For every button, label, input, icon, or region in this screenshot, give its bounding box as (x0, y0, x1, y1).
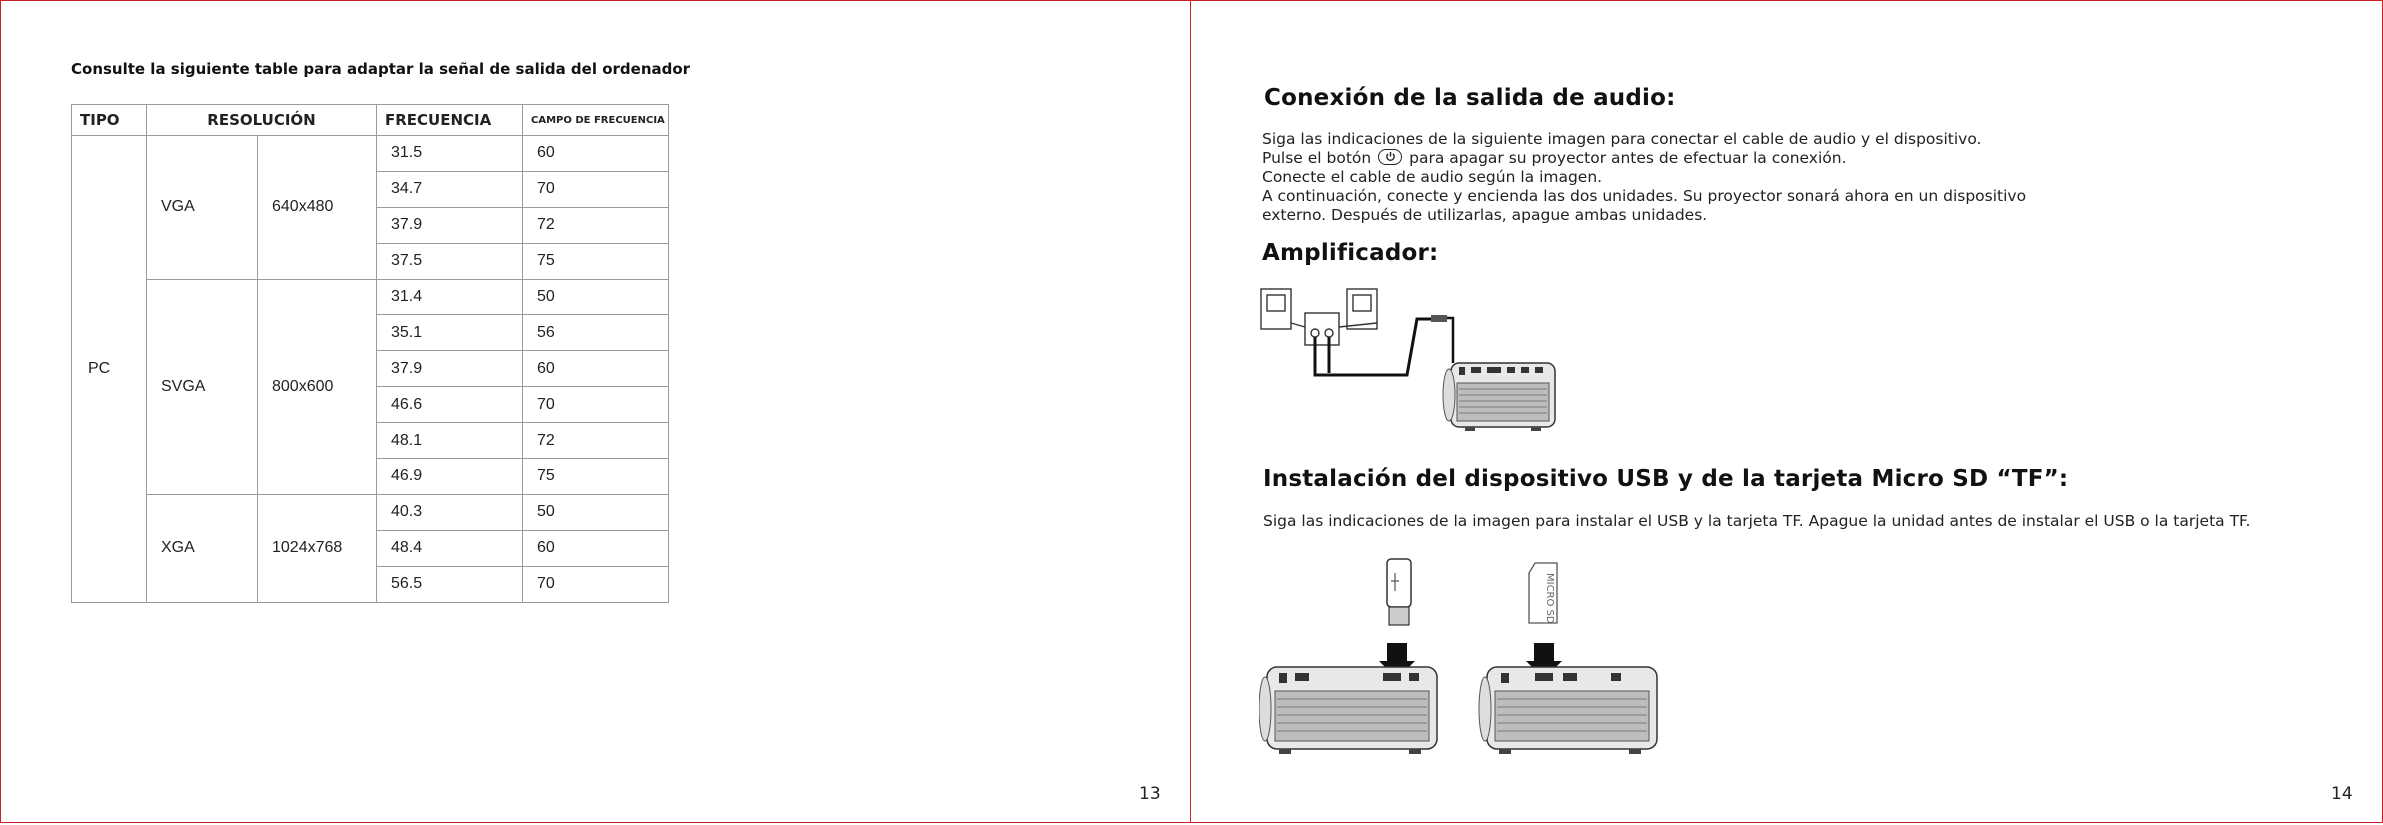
audio-line-2-start: Pulse el botón (1262, 149, 1372, 167)
audio-line-2-end: para apagar su proyector antes de efectuar la conexión. (1409, 149, 1847, 167)
frequency-table (71, 104, 669, 603)
amplifier-title: Amplificador: (1262, 240, 1439, 266)
cell-campo: 70 (523, 387, 669, 423)
table-row (72, 494, 669, 530)
audio-line-3: Conecte el cable de audio según la imagen. (1262, 168, 1603, 186)
cell-mode: SVGA (147, 279, 258, 494)
cell-frequency: 46.9 (377, 459, 523, 495)
cell-campo: 75 (523, 243, 669, 279)
header-frecuencia: FRECUENCIA (377, 105, 523, 136)
right-page (1190, 0, 2383, 823)
cell-campo: 75 (523, 459, 669, 495)
cell-campo: 60 (523, 136, 669, 172)
cell-frequency: 40.3 (377, 494, 523, 530)
audio-line-2 (1262, 149, 2026, 168)
cell-mode: VGA (147, 136, 258, 280)
audio-line-5: externo. Después de utilizarlas, apague ambas unidades. (1262, 206, 1708, 224)
header-tipo: TIPO (72, 105, 147, 136)
cell-frequency: 46.6 (377, 387, 523, 423)
cell-tipo: PC (72, 136, 147, 603)
cell-frequency: 37.9 (377, 351, 523, 387)
left-page (0, 0, 1191, 823)
cell-mode: XGA (147, 494, 258, 602)
audio-line-4: A continuación, conecte y encienda las dos unidades. Su proyector sonará ahora en un dispositivo (1262, 187, 2027, 205)
table-row (72, 136, 669, 172)
header-resolucion: RESOLUCIÓN (147, 105, 377, 136)
cell-campo: 56 (523, 315, 669, 351)
audio-instructions (1262, 130, 2026, 225)
micro-sd-label: MICRO SD (1544, 573, 1555, 624)
cell-frequency: 35.1 (377, 315, 523, 351)
micro-sd-card-icon (1529, 563, 1557, 624)
cell-frequency: 31.5 (377, 136, 523, 172)
audio-line-1: Siga las indicaciones de la siguiente imagen para conectar el cable de audio y el dispositivo. (1262, 130, 1982, 148)
usb-instructions: Siga las indicaciones de la imagen para instalar el USB y la tarjeta TF. Apague la unidad antes de instalar el USB o la tarjeta TF. (1263, 512, 2251, 530)
usb-drive-icon (1387, 559, 1411, 625)
cell-frequency: 48.4 (377, 530, 523, 566)
audio-section-title: Conexión de la salida de audio: (1264, 85, 1676, 111)
cell-campo: 60 (523, 351, 669, 387)
cell-frequency: 31.4 (377, 279, 523, 315)
table-row (72, 279, 669, 315)
cell-campo: 72 (523, 423, 669, 459)
cell-frequency: 37.5 (377, 243, 523, 279)
page-number: 14 (2331, 784, 2353, 804)
cell-campo: 60 (523, 530, 669, 566)
cell-frequency: 37.9 (377, 207, 523, 243)
cell-frequency: 34.7 (377, 171, 523, 207)
usb-sd-illustration (1259, 551, 1669, 766)
cell-resolution: 1024x768 (258, 494, 377, 602)
page-number: 13 (1139, 784, 1161, 804)
amplifier-illustration (1259, 283, 1559, 453)
usb-section-title: Instalación del dispositivo USB y de la tarjeta Micro SD “TF”: (1263, 466, 2069, 492)
cell-campo: 72 (523, 207, 669, 243)
table-caption: Consulte la siguiente table para adaptar la señal de salida del ordenador (71, 60, 691, 78)
cell-frequency: 56.5 (377, 566, 523, 602)
cell-frequency: 48.1 (377, 423, 523, 459)
cell-resolution: 640x480 (258, 136, 377, 280)
cell-campo: 70 (523, 171, 669, 207)
table-header-row (72, 105, 669, 136)
cell-campo: 50 (523, 494, 669, 530)
cell-campo: 70 (523, 566, 669, 602)
header-campo: CAMPO DE FRECUENCIA (523, 105, 669, 136)
cell-campo: 50 (523, 279, 669, 315)
power-icon (1378, 149, 1402, 165)
cell-resolution: 800x600 (258, 279, 377, 494)
